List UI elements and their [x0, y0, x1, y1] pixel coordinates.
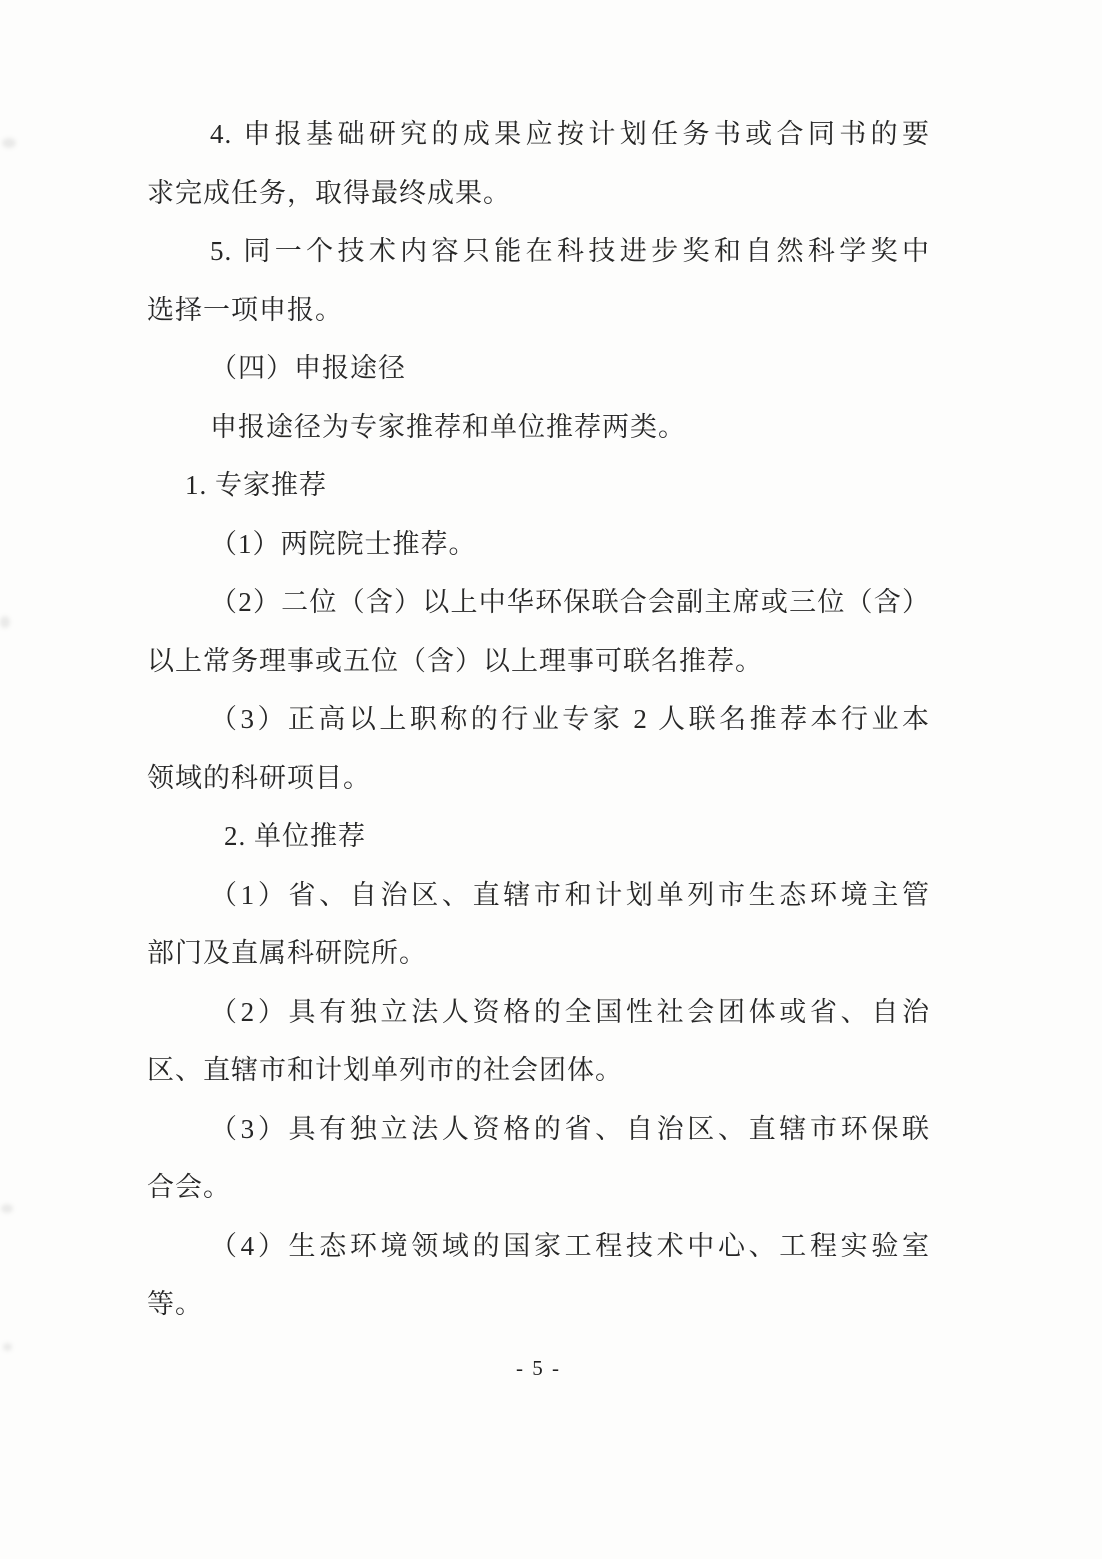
- scan-artifact: [2, 138, 16, 148]
- text-line: 求完成任务，取得最终成果。: [147, 177, 511, 208]
- text-line: 选择一项申报。: [147, 294, 343, 325]
- text-line: （4）生态环境领域的国家工程技术中心、工程实验室: [210, 1230, 930, 1261]
- page-number: - 5 -: [516, 1356, 561, 1380]
- text-line: 部门及直属科研院所。: [147, 938, 427, 968]
- text-line: 领域的科研项目。: [147, 762, 371, 793]
- text-line: 4. 申报基础研究的成果应按计划任务书或合同书的要: [210, 119, 930, 149]
- scan-artifact: [3, 1343, 12, 1351]
- document-body: [147, 105, 930, 1334]
- text-line: （1）两院院士推荐。: [210, 528, 477, 559]
- text-line: 等。: [147, 1289, 203, 1319]
- text-line: （1）省、自治区、直辖市和计划单列市生态环境主管: [210, 879, 930, 910]
- scan-artifact: [1, 1204, 13, 1213]
- text-line: 合会。: [147, 1172, 231, 1202]
- text-line: 区、直辖市和计划单列市的社会团体。: [147, 1055, 623, 1085]
- text-line: （四）申报途径: [210, 353, 406, 383]
- text-line: （3）具有独立法人资格的省、自治区、直辖市环保联: [210, 1113, 930, 1144]
- text-line: 申报途径为专家推荐和单位推荐两类。: [210, 411, 686, 442]
- text-line: 2. 单位推荐: [224, 821, 366, 851]
- text-line: 1. 专家推荐: [185, 470, 327, 500]
- text-line: 以上常务理事或五位（含）以上理事可联名推荐。: [147, 645, 763, 676]
- text-line: （2）二位（含）以上中华环保联合会副主席或三位（含）: [210, 587, 930, 617]
- text-line: 5. 同一个技术内容只能在科技进步奖和自然科学奖中: [210, 236, 930, 266]
- text-line: （2）具有独立法人资格的全国性社会团体或省、自治: [210, 996, 930, 1027]
- text-line: （3）正高以上职称的行业专家 2 人联名推荐本行业本: [210, 704, 930, 734]
- scan-artifact: [0, 616, 10, 628]
